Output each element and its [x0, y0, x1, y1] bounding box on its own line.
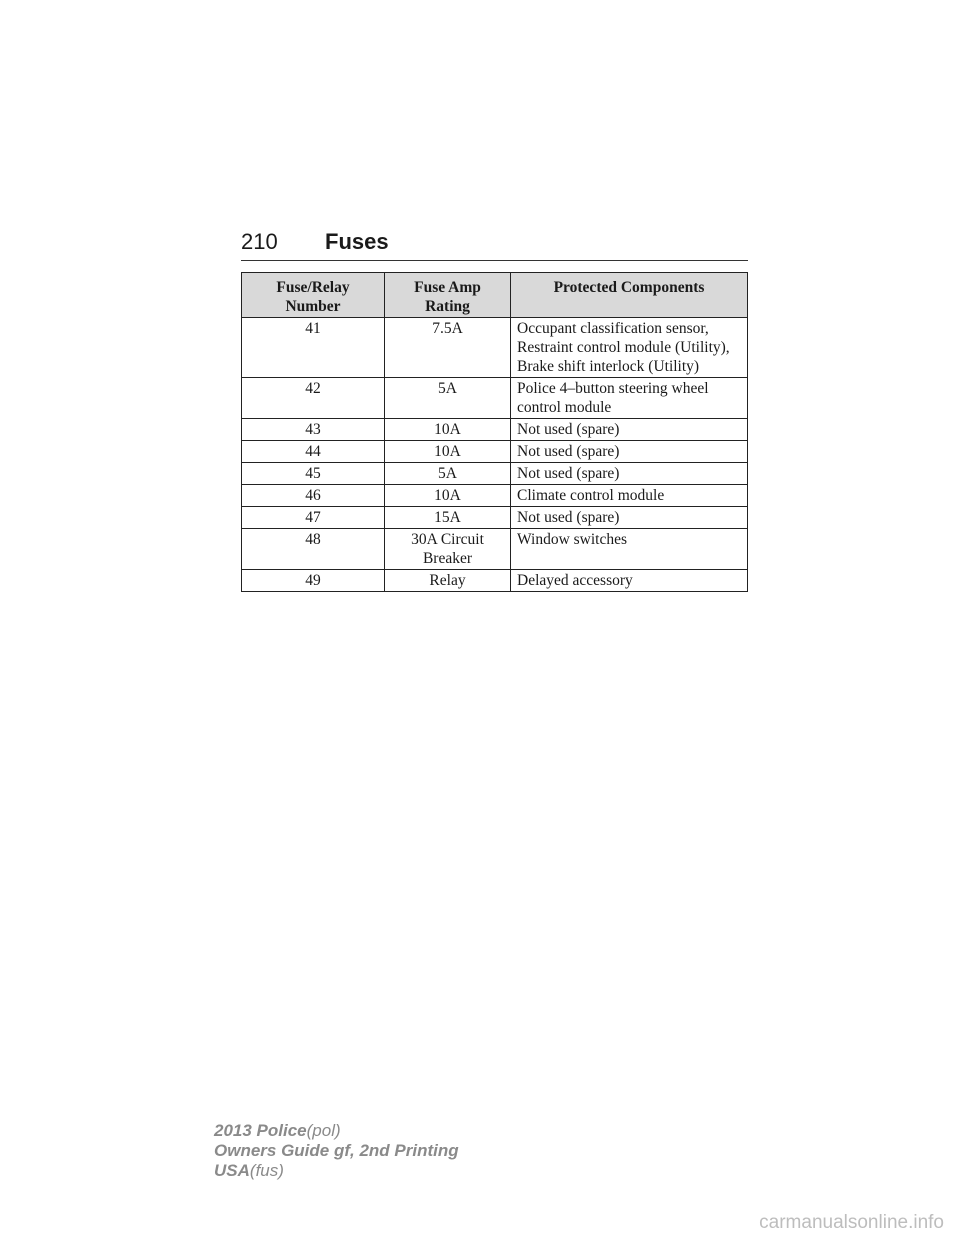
- fuse-rating: 15A: [385, 507, 511, 529]
- table-row: [242, 485, 748, 507]
- table-header-row: [242, 273, 748, 318]
- fuse-table: [241, 272, 748, 592]
- table-row: [242, 463, 748, 485]
- protected-components: Occupant classification sensor, Restraint control module (Utility), Brake shift interlock (Utility): [511, 318, 748, 378]
- fuse-rating: 10A: [385, 441, 511, 463]
- fuse-rating: 10A: [385, 485, 511, 507]
- fuse-number: 42: [242, 378, 385, 419]
- column-header-protected-components: Protected Components: [511, 273, 748, 318]
- table-row: [242, 318, 748, 378]
- protected-components: Window switches: [511, 529, 748, 570]
- footer-line-2: [214, 1141, 459, 1161]
- fuse-rating: 5A: [385, 463, 511, 485]
- footer-model: 2013 Police: [214, 1121, 307, 1140]
- footer-guide-edition: Owners Guide gf, 2nd Printing: [214, 1141, 459, 1160]
- page-header: [241, 228, 748, 261]
- footer-line-3: [214, 1161, 459, 1181]
- protected-components: Delayed accessory: [511, 570, 748, 592]
- document-footer: [214, 1121, 459, 1181]
- table-row: [242, 570, 748, 592]
- protected-components: Police 4–button steering wheel control module: [511, 378, 748, 419]
- protected-components: Not used (spare): [511, 507, 748, 529]
- fuse-number: 41: [242, 318, 385, 378]
- fuse-rating: 30A Circuit Breaker: [385, 529, 511, 570]
- fuse-rating: 10A: [385, 419, 511, 441]
- fuse-rating: Relay: [385, 570, 511, 592]
- footer-line-1: [214, 1121, 459, 1141]
- fuse-number: 46: [242, 485, 385, 507]
- table-row: [242, 441, 748, 463]
- fuse-rating: 7.5A: [385, 318, 511, 378]
- fuse-rating: 5A: [385, 378, 511, 419]
- watermark: carmanualsonline.info: [759, 1212, 944, 1233]
- protected-components: Climate control module: [511, 485, 748, 507]
- protected-components: Not used (spare): [511, 463, 748, 485]
- page-number: 210: [241, 229, 278, 254]
- footer-market: USA: [214, 1161, 250, 1180]
- protected-components: Not used (spare): [511, 419, 748, 441]
- table-row: [242, 529, 748, 570]
- fuse-number: 47: [242, 507, 385, 529]
- footer-model-code: (pol): [306, 1121, 341, 1140]
- column-header-fuse-relay-number: Fuse/Relay Number: [242, 273, 385, 318]
- fuse-number: 49: [242, 570, 385, 592]
- section-title: Fuses: [325, 229, 389, 254]
- fuse-number: 45: [242, 463, 385, 485]
- fuse-number: 44: [242, 441, 385, 463]
- column-header-fuse-amp-rating: Fuse Amp Rating: [385, 273, 511, 318]
- table-row: [242, 378, 748, 419]
- table-row: [242, 419, 748, 441]
- fuse-number: 48: [242, 529, 385, 570]
- footer-market-code: (fus): [249, 1161, 284, 1180]
- protected-components: Not used (spare): [511, 441, 748, 463]
- fuse-number: 43: [242, 419, 385, 441]
- table-row: [242, 507, 748, 529]
